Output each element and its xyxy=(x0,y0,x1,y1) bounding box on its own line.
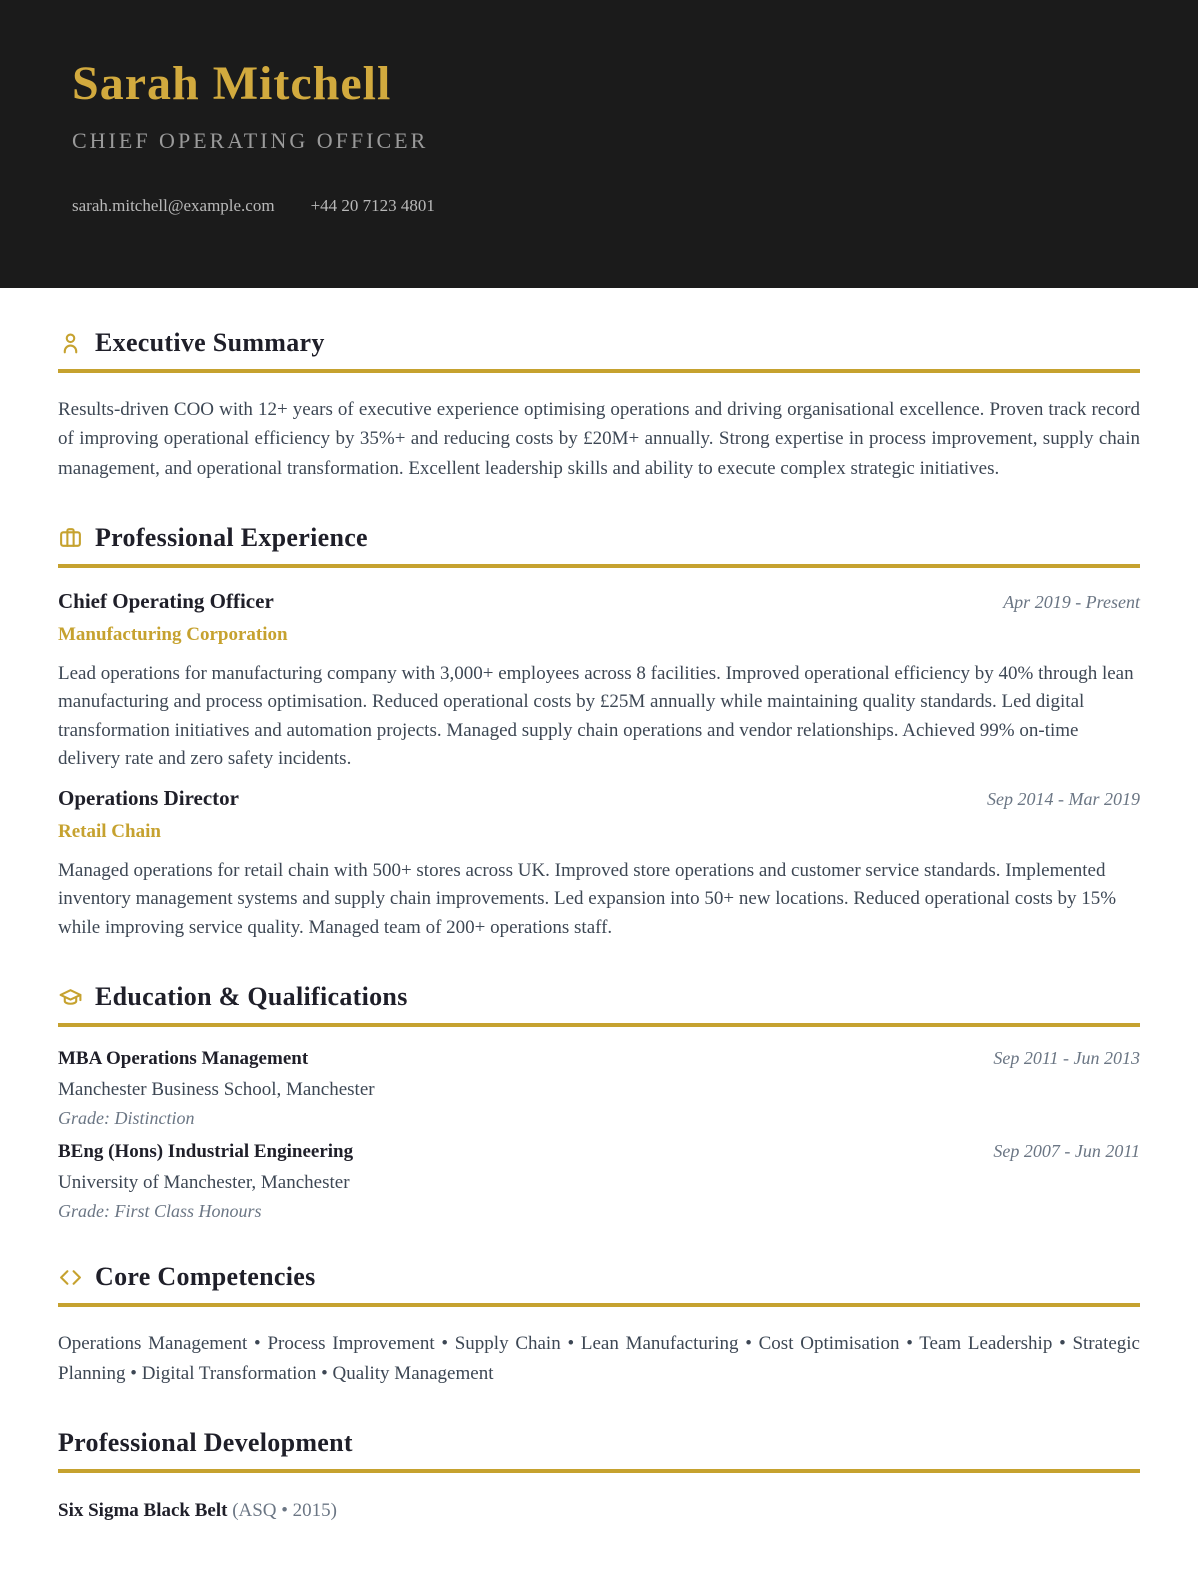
summary-paragraph: Results-driven COO with 12+ years of executive experience optimising operations and driving organisational excellence. Proven track record of improving operational efficiency by 35%+ and reducing costs by £20M+ annually. Strong expertise in process improvement, supply chain management, and operational transformation. Excellent leadership skills and ability to execute complex strategic initiatives. xyxy=(58,399,1140,479)
education-header xyxy=(58,1048,1140,1070)
grade-text: Grade: First Class Honours xyxy=(58,1201,262,1222)
section-header xyxy=(58,522,1140,568)
section-education xyxy=(58,984,1140,1222)
contact-row xyxy=(72,196,1126,216)
job-description: Lead operations for manufacturing company with 3,000+ employees across 8 facilities. Improved operational efficiency by 40% through lean manufacturing and process optimisation. Reduced operational costs by £25M annually while maintaining quality standards. Led digital transformation initiatives and automation projects. Managed supply chain operations and vendor relationships. Achieved 99% on-time delivery rate and zero safety incidents. xyxy=(58,662,1134,770)
section-professional-experience xyxy=(58,522,1140,943)
section-title: Education & Qualifications xyxy=(95,982,408,1012)
job-entry xyxy=(58,786,1140,943)
education-dates: Sep 2011 - Jun 2013 xyxy=(993,1048,1140,1069)
section-core-competencies xyxy=(58,1264,1140,1388)
graduation-cap-icon xyxy=(58,985,83,1010)
job-company: Retail Chain xyxy=(58,820,161,842)
section-header xyxy=(58,984,1140,1027)
job-entry xyxy=(58,589,1140,774)
job-company: Manufacturing Corporation xyxy=(58,623,288,645)
resume-body xyxy=(0,330,1198,1522)
section-header xyxy=(58,330,1140,373)
job-dates: Sep 2014 - Mar 2019 xyxy=(987,788,1140,809)
certification-entry xyxy=(58,1500,1140,1522)
user-icon xyxy=(58,331,83,356)
job-role: Chief Operating Officer xyxy=(58,588,274,613)
education-entry xyxy=(58,1141,1140,1222)
phone-text: +44 20 7123 4801 xyxy=(310,195,435,215)
section-title: Professional Experience xyxy=(95,522,368,552)
section-title: Professional Development xyxy=(58,1427,353,1457)
degree-name: BEng (Hons) Industrial Engineering xyxy=(58,1141,354,1163)
job-header xyxy=(58,786,1140,811)
certification-name: Six Sigma Black Belt xyxy=(58,1499,233,1521)
briefcase-icon xyxy=(58,525,83,550)
email-text: sarah.mitchell@example.com xyxy=(72,195,275,215)
certification-detail: (ASQ • 2015) xyxy=(232,1499,338,1521)
grade-text: Grade: Distinction xyxy=(58,1108,195,1129)
person-name: Sarah Mitchell xyxy=(72,57,392,110)
job-dates: Apr 2019 - Present xyxy=(1003,591,1140,612)
school-name: University of Manchester, Manchester xyxy=(58,1172,350,1194)
education-entry xyxy=(58,1048,1140,1129)
code-icon xyxy=(58,1265,83,1290)
education-dates: Sep 2007 - Jun 2011 xyxy=(993,1141,1140,1162)
person-job-title: CHIEF OPERATING OFFICER xyxy=(72,127,429,153)
section-header xyxy=(58,1264,1140,1307)
section-title: Executive Summary xyxy=(95,328,325,357)
section-executive-summary xyxy=(58,330,1140,483)
section-title: Core Competencies xyxy=(95,1262,316,1292)
job-description: Managed operations for retail chain with 500+ stores across UK. Improved store operations and customer service standards. Implemented inventory management systems and supply chain improvements. Led expansion into 50+ new locations. Reduced operational costs by 15% while improving service quality. Managed team of 200+ operations staff. xyxy=(58,859,1117,938)
section-header xyxy=(58,1427,1140,1473)
degree-name: MBA Operations Management xyxy=(58,1048,309,1070)
section-professional-development xyxy=(58,1427,1140,1522)
education-header xyxy=(58,1141,1140,1163)
school-name: Manchester Business School, Manchester xyxy=(58,1079,375,1101)
job-role: Operations Director xyxy=(58,785,239,810)
resume-header xyxy=(0,0,1198,288)
skills-list: Operations Management • Process Improvement • Supply Chain • Lean Manufacturing • Cost Optimisation • Team Leadership • Strategic Planning • Digital Transformation • Quality Management xyxy=(58,1333,1140,1384)
job-header xyxy=(58,589,1140,614)
